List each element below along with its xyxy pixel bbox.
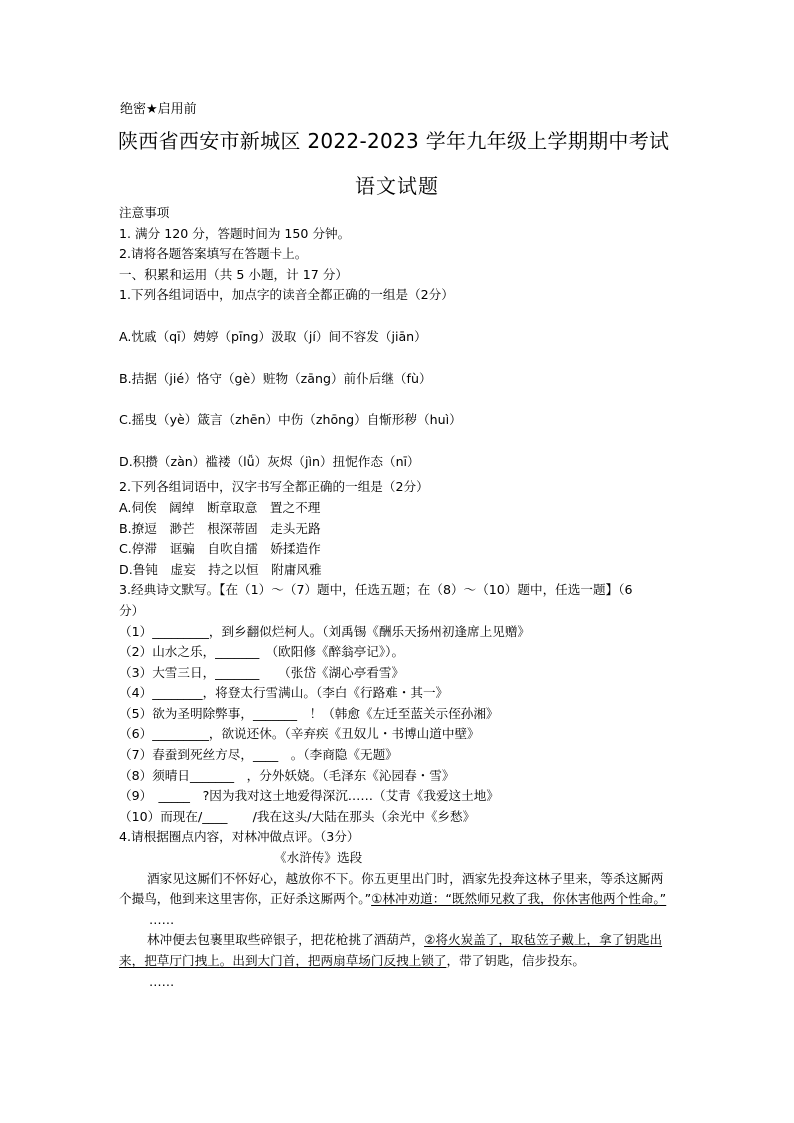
- passage-source: 《水浒传》选段: [274, 850, 363, 866]
- circled-sentence-1: ①林冲劝道：“既然师兄救了我，你休害他两个性命。”: [371, 891, 667, 907]
- ellipsis: ……: [149, 973, 175, 989]
- passage-text: 林冲便去包裹里取些碎银子，把花枪挑了酒葫芦，: [147, 932, 425, 948]
- q2-option-d: D.鲁钝 虚妄 持之以恒 附庸风雅: [119, 561, 322, 577]
- q3-item: （7）春蚕到死丝方尽，____ 。（李商隐《无题》: [119, 747, 398, 763]
- question-3-stem-cont: 分）: [119, 602, 145, 618]
- passage-text: 酒家见这厮们不怀好心，越放你不下。你五更里出门时，酒家先投奔这林子里来，等杀这厮两个撮鸟，他到来这里害你，正好杀这厮两个。”: [119, 870, 664, 907]
- q3-item: （5）欲为圣明除弊事，_______ ！（韩愈《左迁至蓝关示侄孙湘》: [119, 705, 499, 721]
- question-2-stem: 2.下列各组词语中，汉字书写全都正确的一组是（2分）: [119, 479, 429, 495]
- passage-text: ，带了钥匙，信步投东。: [446, 953, 585, 968]
- confidential-label: 绝密★启用前: [120, 102, 197, 117]
- question-4-stem: 4.请根据圈点内容，对林冲做点评。（3分）: [119, 829, 360, 845]
- q3-item: （8）须晴日_______ ，分外妖娆。（毛泽东《沁园春・雪》: [119, 767, 455, 783]
- q1-option-d: D.积攒（zàn）褴褛（lǚ）灰烬（jìn）扭怩作态（nī）: [119, 453, 420, 469]
- question-1-stem: 1.下列各组词语中，加点字的读音全都正确的一组是（2分）: [119, 287, 454, 303]
- q3-item: （6）_________，欲说还休。（辛弃疾《丑奴儿・书博山道中壁》: [119, 726, 480, 742]
- exam-body: [119, 203, 674, 992]
- q2-option-c: C.停滞 诓骗 自吹自擂 娇揉造作: [119, 541, 321, 557]
- q1-option-a: A.忱戚（qī）娉婷（pīng）汲取（jí）间不容发（jiān）: [119, 328, 427, 344]
- q2-option-b: B.撩逗 渺芒 根深蒂固 走头无路: [119, 520, 321, 536]
- exam-title: 陕西省西安市新城区 2022-2023 学年九年级上学期期中考试: [118, 129, 670, 153]
- q3-item: （4）________，将登太行雪满山。（李白《行路难・其一》: [119, 685, 449, 701]
- q3-item: （1）_________，到乡翻似烂柯人。（刘禹锡《酬乐天扬州初逢席上见赠》: [119, 623, 531, 639]
- circled-sentence-2: ②将火炭盖了，取毡笠子戴上，拿了钥匙出来，把草厅门拽上。出到大门首，把两扇草场门反拽上锁了: [119, 932, 663, 968]
- notes-heading: 注意事项: [119, 205, 170, 220]
- section-heading: 一、积累和运用（共 5 小题，计 17 分）: [119, 266, 348, 282]
- q1-option-c: C.摇曳（yè）箴言（zhēn）中伤（zhōng）自惭形秽（huì）: [119, 412, 462, 428]
- question-3-stem: 3.经典诗文默写。【在（1）～（7）题中，任选五题；在（8）～（10）题中，任选一题】（6: [119, 582, 633, 598]
- passage-paragraph-2: [119, 930, 674, 971]
- note-item: 1. 满分 120 分，答题时间为 150 分钟。: [119, 225, 351, 241]
- q3-item: （9） _____ ?因为我对这土地爱得深沉……（艾青《我爱这土地》: [119, 788, 499, 804]
- note-item: 2.请将各题答案填写在答题卡上。: [119, 246, 308, 262]
- q3-item: （10）而现在/____ /我在这头/大陆在那头（余光中《乡愁》: [119, 808, 476, 824]
- q3-item: （2）山水之乐，_______ （欧阳修《醉翁亭记》）。: [119, 644, 405, 660]
- ellipsis: ……: [149, 911, 175, 927]
- q3-item: （3）大雪三日，_______ （张岱《湖心亭看雪》: [119, 664, 405, 680]
- exam-subtitle: 语文试题: [355, 174, 439, 198]
- q1-option-b: B.拮据（jié）恪守（gè）赃物（zāng）前仆后继（fù）: [119, 370, 432, 386]
- q2-option-a: A.伺俟 阔绰 断章取意 置之不理: [119, 499, 321, 515]
- passage-paragraph-1: [119, 869, 674, 910]
